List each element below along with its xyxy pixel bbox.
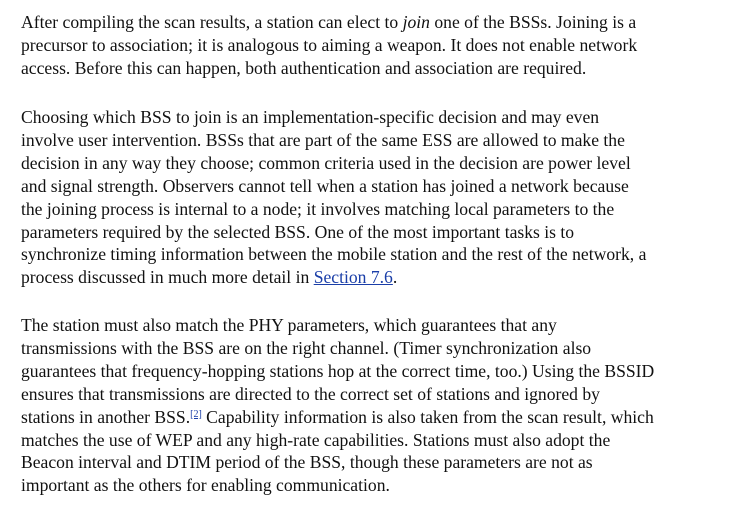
text-line: decision in any way they choose; common criteria used in the decision are power level xyxy=(21,152,631,173)
paragraph-choosing-bss xyxy=(21,106,721,289)
footnote-2-link[interactable]: [2] xyxy=(190,408,202,420)
text-line: the joining process is internal to a node; it involves matching local parameters to the xyxy=(21,198,615,219)
text-line: The station must also match the PHY parameters, which guarantees that any xyxy=(21,315,557,335)
text-line: precursor to association; it is analogous to aiming a weapon. It does not enable network xyxy=(21,34,638,55)
text-line: guarantees that frequency-hopping stations hop at the correct time, too.) Using the BSSID xyxy=(21,360,655,381)
text-line: transmissions with the BSS are on the right channel. (Timer synchronization also xyxy=(21,337,592,358)
text-line: Choosing which BSS to join is an implementation-specific decision and may even xyxy=(21,107,600,127)
text-line: synchronize timing information between the mobile station and the rest of the network, a xyxy=(21,244,647,265)
text-line: parameters required by the selected BSS. One of the most important tasks is to xyxy=(21,221,575,242)
section-7-6-link[interactable]: Section 7.6 xyxy=(313,267,393,288)
text-line: Beacon interval and DTIM period of the BSS, though these parameters are not as xyxy=(21,452,593,473)
text-line: important as the others for enabling communication. xyxy=(21,475,390,496)
text-line: access. Before this can happen, both authentication and association are required. xyxy=(21,57,587,78)
text-line: and signal strength. Observers cannot tell when a station has joined a network because xyxy=(21,175,629,196)
paragraph-joining-intro xyxy=(21,11,721,80)
text-line: involve user intervention. BSSs that are part of the same ESS are allowed to make the xyxy=(21,129,625,150)
text-line: process discussed in much more detail in Section 7.6. xyxy=(21,267,398,288)
text-line: stations in another BSS.[2] Capability information is also taken from the scan result, which xyxy=(21,406,654,427)
emphasis-join: join xyxy=(402,12,430,32)
paragraph-phy-parameters xyxy=(21,314,721,497)
text-line: ensures that transmissions are directed to the correct set of stations and ignored by xyxy=(21,383,600,404)
text-line: matches the use of WEP and any high-rate capabilities. Stations must also adopt the xyxy=(21,429,611,450)
text-line: After compiling the scan results, a station can elect to join one of the BSSs. Joining is a xyxy=(21,12,637,32)
